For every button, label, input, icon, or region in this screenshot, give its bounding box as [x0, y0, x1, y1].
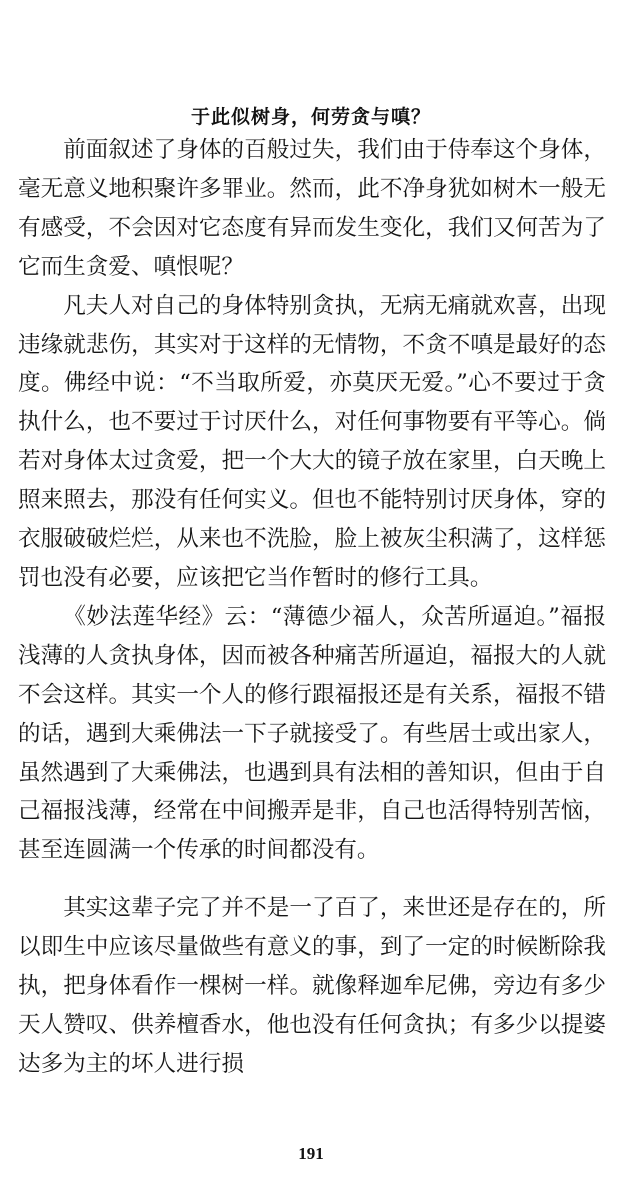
body-text — [18, 131, 606, 1084]
section-title: 于此似树身，何劳贪与嗔？ — [190, 106, 431, 128]
paragraph-2: 凡夫人对自己的身体特别贪执，无病无痛就欢喜，出现违缘就悲伤，其实对于这样的无情物，不贪不嗔是最好的态度。佛经中说：“不当取所爱，亦莫厌无爱。”心不要过于贪执什么，也不要过于讨厌什么，对任何事物要有平等心。倘若对身体太过贪爱，把一个大大的镜子放在家里，白天晚上照来照去，那没有任何实义。但也不能特别讨厌身体，穿的衣服破破烂烂，从来也不洗脸，脸上被灰尘积满了，这样惩罚也没有必要，应该把它当作暂时的修行工具。 — [18, 292, 606, 591]
paragraph-3: 《妙法莲华经》云：“薄德少福人，众苦所逼迫。”福报浅薄的人贪执身体，因而被各种痛苦所逼迫，福报大的人就不会这样。其实一个人的修行跟福报还是有关系，福报不错的话，遇到大乘佛法一下子就接受了。有些居士或出家人，虽然遇到了大乘佛法，也遇到具有法相的善知识，但由于自己福报浅薄，经常在中间搬弄是非，自己也活得特别苦恼，甚至连圆满一个传承的时间都没有。 — [18, 603, 606, 864]
paragraph-1: 前面叙述了身体的百般过失，我们由于侍奉这个身体，毫无意义地积聚许多罪业。然而，此不净身犹如树木一般无有感受，不会因对它态度有异而发生变化，我们又何苦为了它而生贪爱、嗔恨呢？ — [18, 137, 606, 280]
paragraph-4: 其实这辈子完了并不是一了百了，来世还是存在的，所以即生中应该尽量做些有意义的事，到了一定的时候断除我执，把身体看作一棵树一样。就像释迦牟尼佛，旁边有多少天人赞叹、供养檀香水，他也没有任何贪执；有多少以提婆达多为主的坏人进行损 — [18, 895, 606, 1077]
page-number: 191 — [298, 1144, 324, 1163]
